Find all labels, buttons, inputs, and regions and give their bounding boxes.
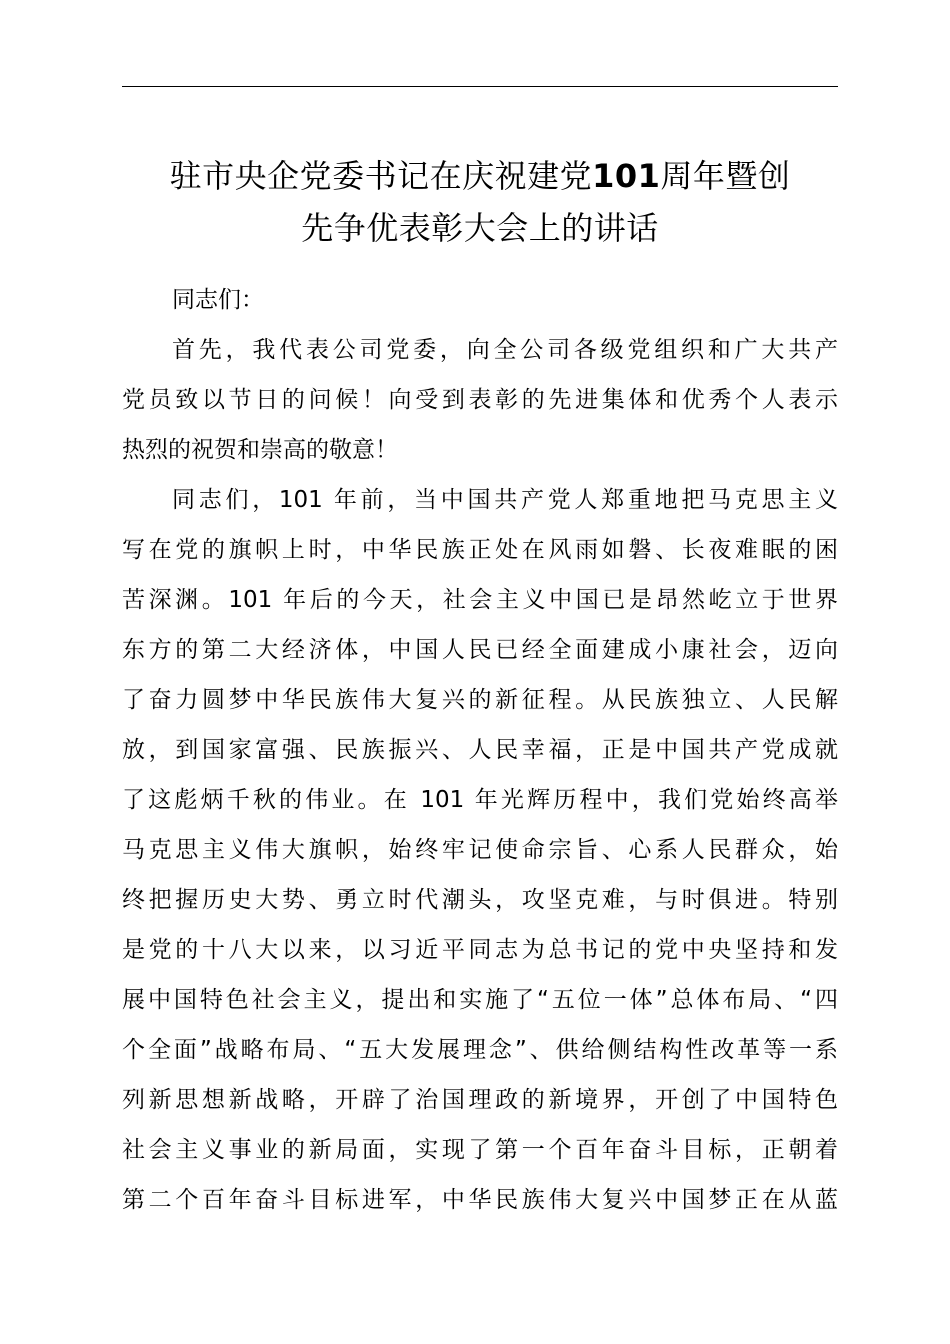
paragraph-line: 热烈的祝贺和崇高的敬意！ bbox=[122, 437, 398, 463]
paragraph-line: 展中国特色社会主义，提出和实施了“五位一体”总体布局、“四 bbox=[122, 987, 838, 1013]
paragraph-line: 首先，我代表公司党委，向全公司各级党组织和广大共产 bbox=[172, 337, 838, 363]
paragraph-line: 社会主义事业的新局面，实现了第一个百年奋斗目标，正朝着 bbox=[122, 1137, 838, 1163]
title-part2: 周年暨创 bbox=[660, 157, 791, 195]
title-line2: 先争优表彰大会上的讲话 bbox=[301, 209, 659, 247]
paragraph-line: 东方的第二大经济体，中国人民已经全面建成小康社会，迈向 bbox=[122, 637, 838, 663]
title-number: 101 bbox=[592, 157, 661, 195]
speech-body bbox=[122, 275, 838, 1225]
paragraph-line: 是党的十八大以来，以习近平同志为总书记的党中央坚持和发 bbox=[122, 937, 838, 963]
paragraph-line: 列新思想新战略，开辟了治国理政的新境界，开创了中国特色 bbox=[122, 1087, 838, 1113]
paragraph-line: 马克思主义伟大旗帜，始终牢记使命宗旨、心系人民群众，始 bbox=[122, 837, 838, 863]
paragraph-line: 放，到国家富强、民族振兴、人民幸福，正是中国共产党成就 bbox=[122, 737, 838, 763]
paragraph-line: 第二个百年奋斗目标进军，中华民族伟大复兴中国梦正在从蓝 bbox=[122, 1187, 838, 1213]
header-rule bbox=[122, 86, 838, 87]
paragraph-line: 终把握历史大势、勇立时代潮头，攻坚克难，与时俱进。特别 bbox=[122, 887, 838, 913]
paragraph-line: 同志们，101 年前，当中国共产党人郑重地把马克思主义 bbox=[172, 487, 838, 513]
paragraph-line: 了这彪炳千秋的伟业。在 101 年光辉历程中，我们党始终高举 bbox=[122, 787, 838, 813]
document-title bbox=[100, 150, 860, 254]
paragraph-line: 个全面”战略布局、“五大发展理念”、供给侧结构性改革等一系 bbox=[122, 1037, 838, 1063]
title-part1: 驻市央企党委书记在庆祝建党 bbox=[169, 157, 593, 195]
paragraph-line: 了奋力圆梦中华民族伟大复兴的新征程。从民族独立、人民解 bbox=[122, 687, 838, 713]
paragraph-line: 写在党的旗帜上时，中华民族正处在风雨如磐、长夜难眠的困 bbox=[122, 537, 838, 563]
salutation: 同志们： bbox=[172, 287, 264, 313]
paragraph-line: 党员致以节日的问候！向受到表彰的先进集体和优秀个人表示 bbox=[122, 387, 838, 413]
paragraph-line: 苦深渊。101 年后的今天，社会主义中国已是昂然屹立于世界 bbox=[122, 587, 838, 613]
